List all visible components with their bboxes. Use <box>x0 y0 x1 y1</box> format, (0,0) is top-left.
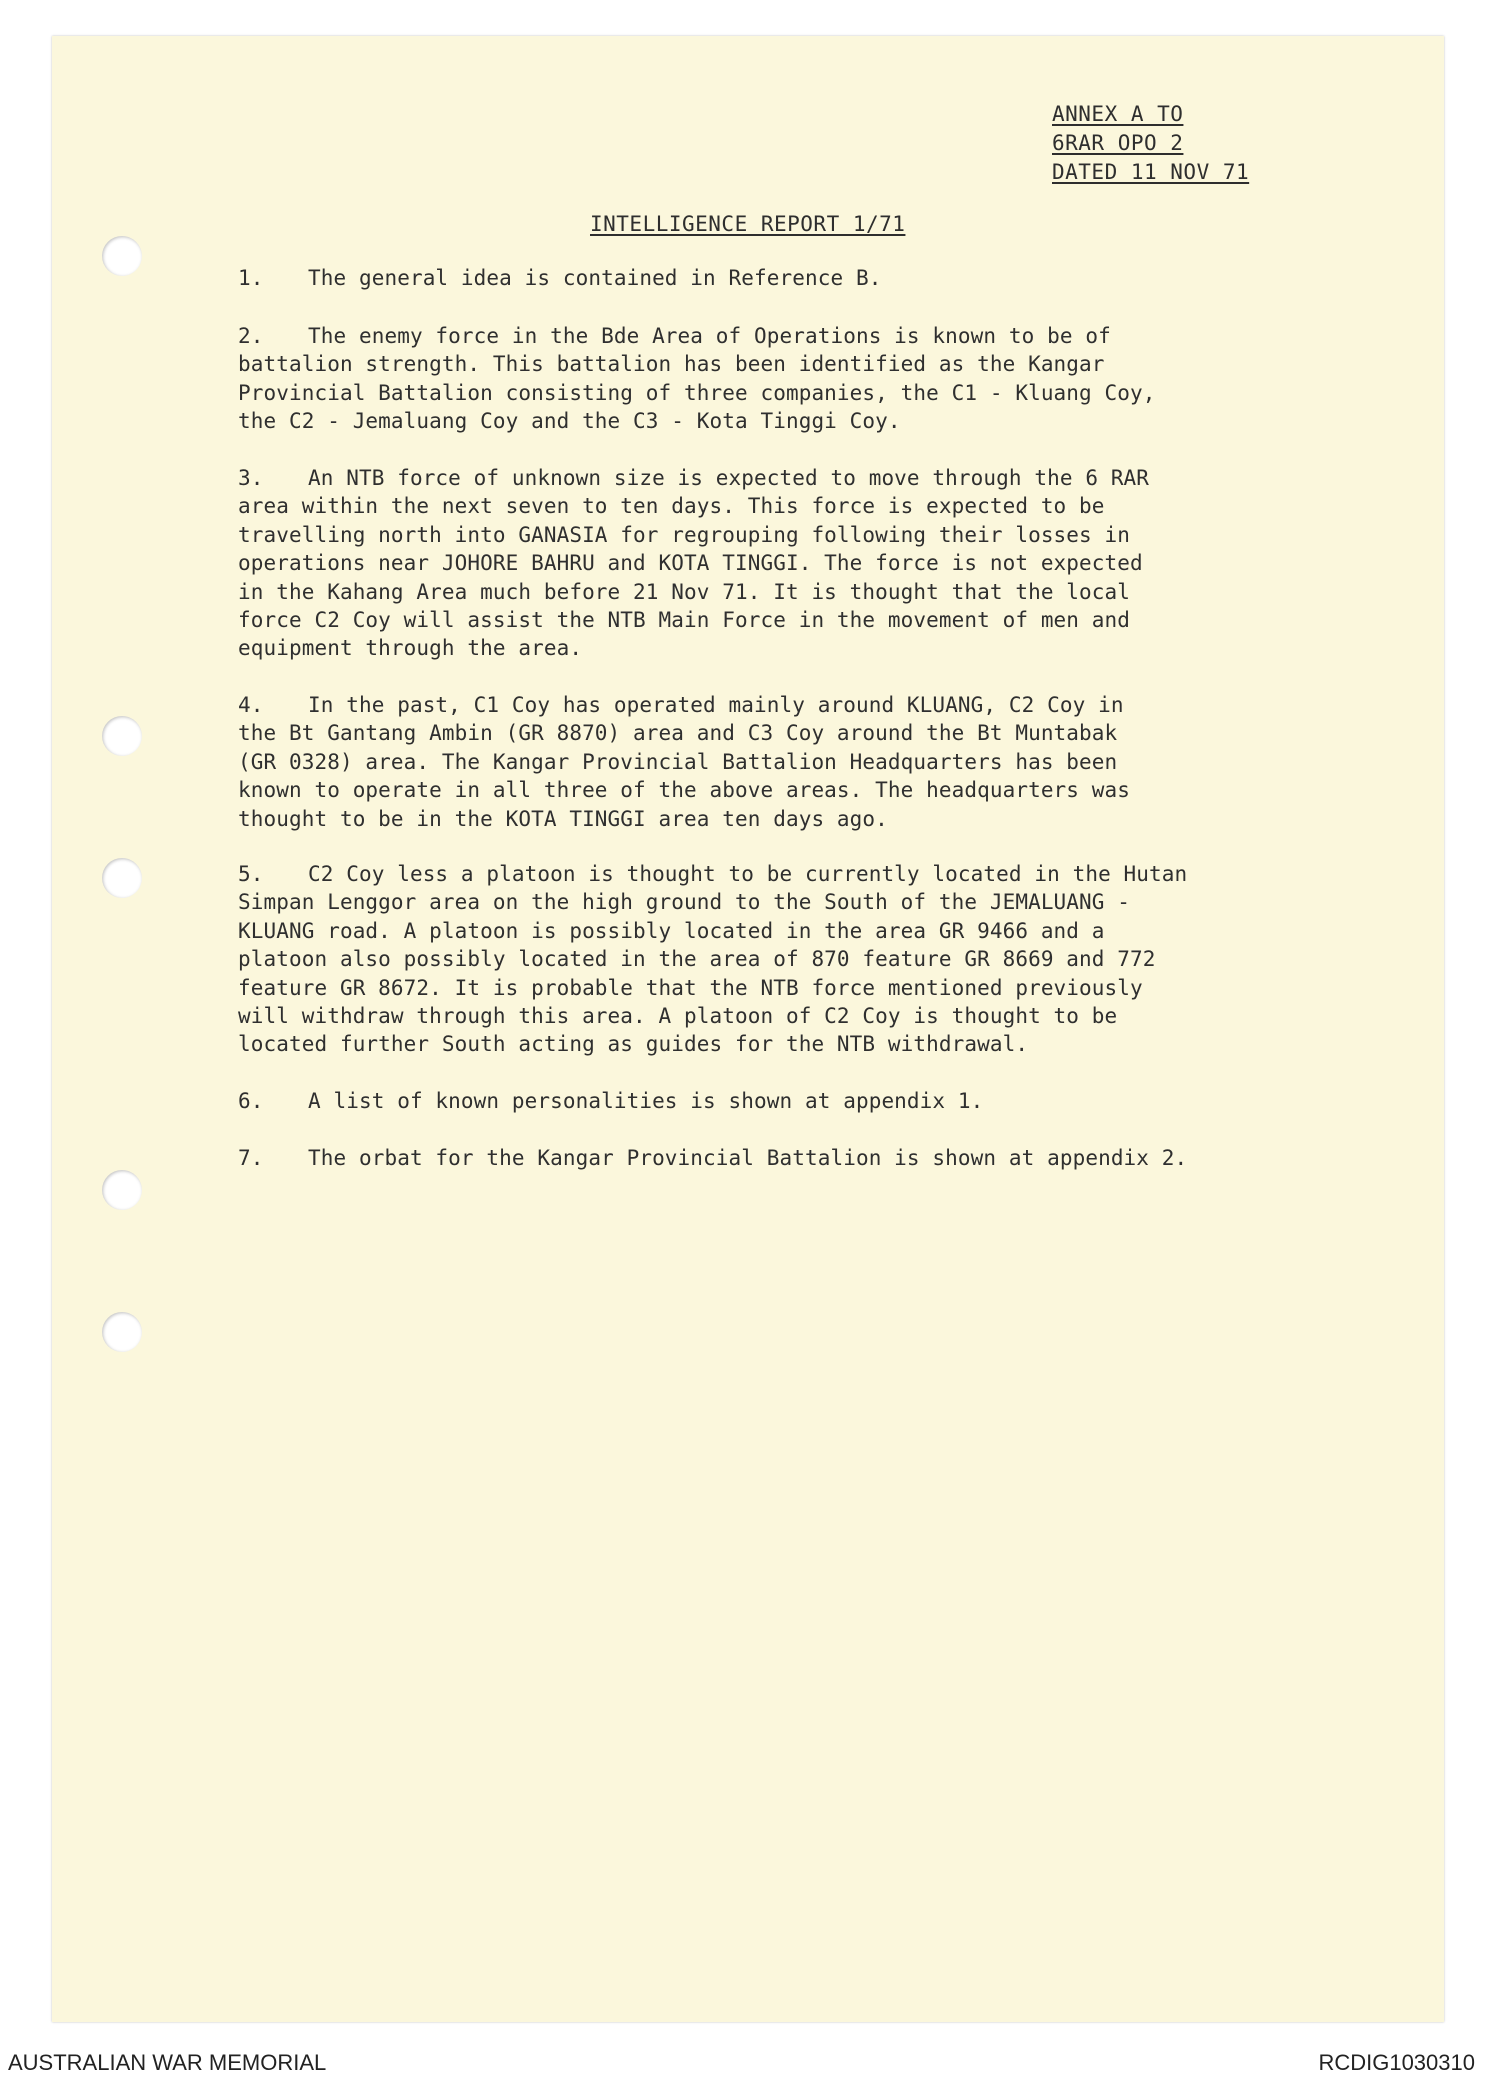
footer-source: AUSTRALIAN WAR MEMORIAL <box>8 2050 327 2075</box>
paragraph-number: 4. <box>238 693 264 717</box>
punch-hole <box>102 1170 142 1210</box>
report-title: INTELLIGENCE REPORT 1/71 <box>590 212 906 236</box>
punch-hole <box>102 716 142 756</box>
paragraph-number: 2. <box>238 324 264 348</box>
paragraph-4 <box>238 691 1343 833</box>
document-page <box>52 36 1444 2022</box>
paragraph-number: 1. <box>238 266 264 290</box>
annex-line: ANNEX A TO <box>1052 102 1184 126</box>
paragraph-number: 3. <box>238 466 264 490</box>
punch-hole <box>102 236 142 276</box>
annex-reference <box>1052 100 1249 187</box>
punch-hole <box>102 858 142 898</box>
paragraph-text: A list of known personalities is shown at appendix 1. <box>308 1089 984 1113</box>
paragraph-3 <box>238 464 1343 663</box>
annex-date: DATED 11 NOV 71 <box>1052 160 1250 184</box>
paragraph-number: 6. <box>238 1089 264 1113</box>
paragraph-text: The enemy force in the Bde Area of Operations is known to be of battalion strength. This battalion has been identified as the Kangar Provincial Battalion consisting of three companies, the C1 - Kluang Coy, the C2 - Jemaluang Coy and the C3 - Kota Tinggi Coy. <box>238 324 1156 434</box>
paragraph-text: In the past, C1 Coy has operated mainly around KLUANG, C2 Coy in the Bt Gantang Ambin (GR 8870) area and C3 Coy around the Bt Muntabak (GR 0328) area. The Kangar Provincial Battalion Headquarters has been known to operate in all three of the above areas. The headquarters was thought to be in the KOTA TINGGI area ten days ago. <box>238 693 1131 831</box>
paragraph-6 <box>238 1087 1343 1115</box>
paragraph-5 <box>238 860 1343 1059</box>
paragraph-2 <box>238 322 1343 436</box>
paragraph-text: An NTB force of unknown size is expected to move through the 6 RAR area within the next seven to ten days. This force is expected to be travelling north into GANASIA for regrouping following their losses in operations near JOHORE BAHRU and KOTA TINGGI. The force is not expected in the Kahang Area much before 21 Nov 71. It is thought that the local force C2 Coy will assist the NTB Main Force in the movement of men and equipment through the area. <box>238 466 1150 661</box>
punch-hole <box>102 1312 142 1352</box>
paragraph-number: 5. <box>238 862 264 886</box>
paragraph-7 <box>238 1144 1343 1172</box>
footer-id: RCDIG1030310 <box>1318 2050 1475 2075</box>
paragraph-number: 7. <box>238 1146 264 1170</box>
paragraph-text: The general idea is contained in Reference B. <box>308 266 882 290</box>
paragraph-text: C2 Coy less a platoon is thought to be currently located in the Hutan Simpan Lenggor area on the high ground to the South of the JEMALUANG - KLUANG road. A platoon is possibly located in the area GR 9466 and a platoon also possibly located in the area of 870 feature GR 8669 and 772 feature GR 8672. It is probable that the NTB force mentioned previously will withdraw through this area. A platoon of C2 Coy is thought to be located further South acting as guides for the NTB withdrawal. <box>238 862 1188 1057</box>
paragraph-text: The orbat for the Kangar Provincial Battalion is shown at appendix 2. <box>308 1146 1188 1170</box>
annex-line: 6RAR OPO 2 <box>1052 131 1184 155</box>
paragraph-1 <box>238 264 1343 292</box>
